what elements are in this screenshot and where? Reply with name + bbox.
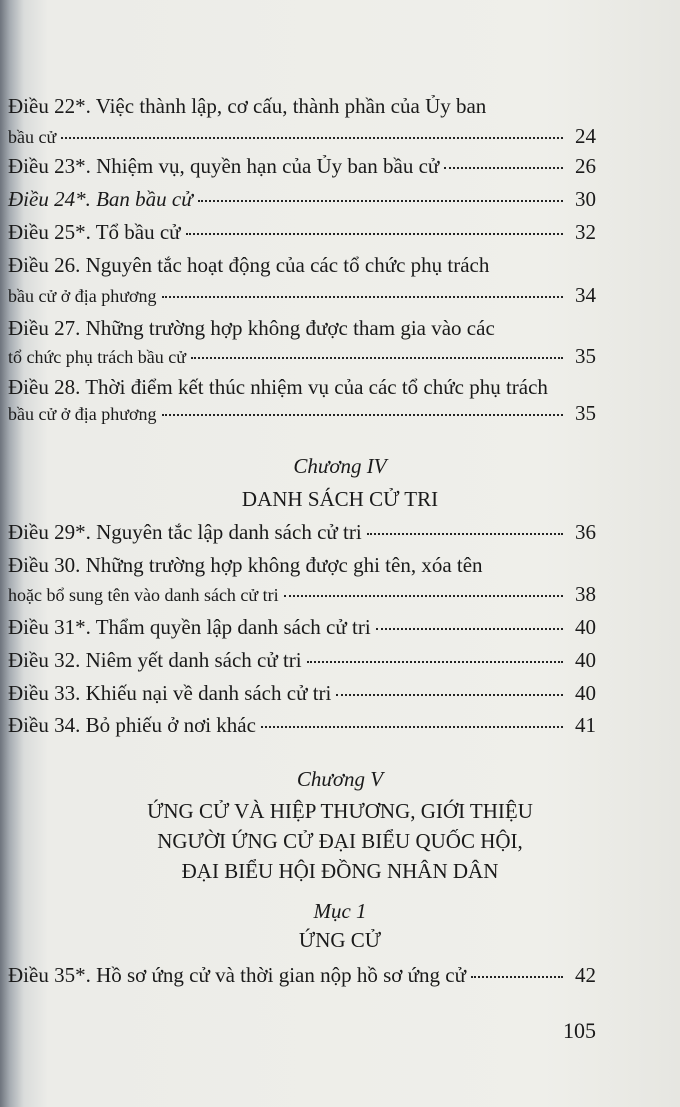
toc-entry-27-line2: tổ chức phụ trách bầu cử [8, 347, 186, 367]
dot-leader [186, 232, 563, 235]
chapter-5-label: Chương V [296, 767, 384, 791]
toc-entry-title: Điều 34. Bỏ phiếu ở nơi khác [8, 713, 256, 737]
toc-entry-title: Điều 25*. Tổ bầu cử [8, 220, 181, 244]
toc-entry-28 [8, 399, 596, 428]
page-number: 105 [563, 1018, 596, 1043]
section-1-label: Mục 1 [313, 899, 367, 923]
toc-page-number: 40 [575, 615, 596, 639]
toc-entry-title: Điều 31*. Thẩm quyền lập danh sách cử tri [8, 615, 371, 639]
toc-entry-28-line2: bầu cử ở địa phương [8, 404, 157, 424]
dot-leader [367, 532, 563, 535]
toc-page-number: 38 [575, 582, 596, 606]
toc-entry-title: Điều 24*. Ban bầu cử [8, 187, 193, 211]
toc-entry-26-line1: Điều 26. Nguyên tắc hoạt động của các tổ chức phụ trách [8, 253, 490, 277]
toc-entry-23 [8, 152, 596, 180]
toc-entry-32 [8, 646, 596, 674]
dot-leader [162, 295, 563, 298]
dot-leader [336, 693, 563, 696]
toc-entry-title: Điều 29*. Nguyên tắc lập danh sách cử tri [8, 520, 362, 544]
dot-leader [198, 199, 563, 202]
toc-entry-22-line2: bầu cử [8, 127, 57, 147]
toc-entry-34 [8, 711, 596, 739]
toc-page-number: 26 [575, 154, 596, 178]
toc-entry-title: Điều 23*. Nhiệm vụ, quyền hạn của Ủy ban bầu cử [8, 154, 440, 178]
toc-entry-27-line1: Điều 27. Những trường hợp không được tham gia vào các [8, 316, 495, 340]
toc-entry-30 [8, 580, 596, 609]
dot-leader [162, 413, 563, 416]
toc-entry-27 [8, 342, 596, 371]
toc-page-number: 24 [575, 124, 596, 148]
toc-entry-30-line2: hoặc bổ sung tên vào danh sách cử tri [8, 585, 279, 605]
toc-entry-25 [8, 218, 596, 246]
toc-page-number: 42 [575, 963, 596, 987]
dot-leader [284, 594, 563, 597]
toc-page-number: 35 [575, 401, 596, 425]
chapter-5-title-line1: ỨNG CỬ VÀ HIỆP THƯƠNG, GIỚI THIỆU [147, 799, 533, 823]
toc-entry-33 [8, 679, 596, 707]
toc-page-number: 32 [575, 220, 596, 244]
section-1-title: ỨNG CỬ [298, 928, 382, 952]
toc-page-number: 35 [575, 344, 596, 368]
dot-leader [471, 975, 563, 978]
toc-entry-title: Điều 32. Niêm yết danh sách cử tri [8, 648, 302, 672]
toc-entry-24 [8, 185, 596, 213]
toc-page-number: 41 [575, 713, 596, 737]
toc-entry-26-line2: bầu cử ở địa phương [8, 286, 157, 306]
toc-entry-28-line1: Điều 28. Thời điểm kết thúc nhiệm vụ của các tổ chức phụ trách [8, 375, 548, 399]
toc-page-number: 36 [575, 520, 596, 544]
toc-page-number: 34 [575, 283, 596, 307]
chapter-5-title-line2: NGƯỜI ỨNG CỬ ĐẠI BIỂU QUỐC HỘI, [157, 829, 523, 853]
dot-leader [191, 356, 563, 359]
chapter-5-title-line3: ĐẠI BIỂU HỘI ĐỒNG NHÂN DÂN [181, 859, 499, 883]
dot-leader [376, 627, 563, 630]
toc-entry-30-line1: Điều 30. Những trường hợp không được ghi tên, xóa tên [8, 553, 483, 577]
toc-entry-31 [8, 613, 596, 641]
chapter-4-label: Chương IV [293, 454, 387, 478]
toc-entry-title: Điều 33. Khiếu nại về danh sách cử tri [8, 681, 332, 705]
toc-entry-29 [8, 518, 596, 546]
chapter-4-title: DANH SÁCH CỬ TRI [241, 487, 439, 511]
toc-page-number: 40 [575, 681, 596, 705]
dot-leader [444, 166, 563, 169]
toc-entry-22-line1: Điều 22*. Việc thành lập, cơ cấu, thành phần của Ủy ban [8, 94, 487, 118]
toc-page-number: 30 [575, 187, 596, 211]
toc-entry-title: Điều 35*. Hồ sơ ứng cử và thời gian nộp hồ sơ ứng cử [8, 963, 466, 987]
dot-leader [261, 725, 563, 728]
toc-entry-22 [8, 122, 596, 151]
toc-entry-35 [8, 961, 596, 989]
toc-page-number: 40 [575, 648, 596, 672]
toc-entry-26 [8, 281, 596, 310]
dot-leader [61, 136, 563, 139]
dot-leader [307, 660, 563, 663]
